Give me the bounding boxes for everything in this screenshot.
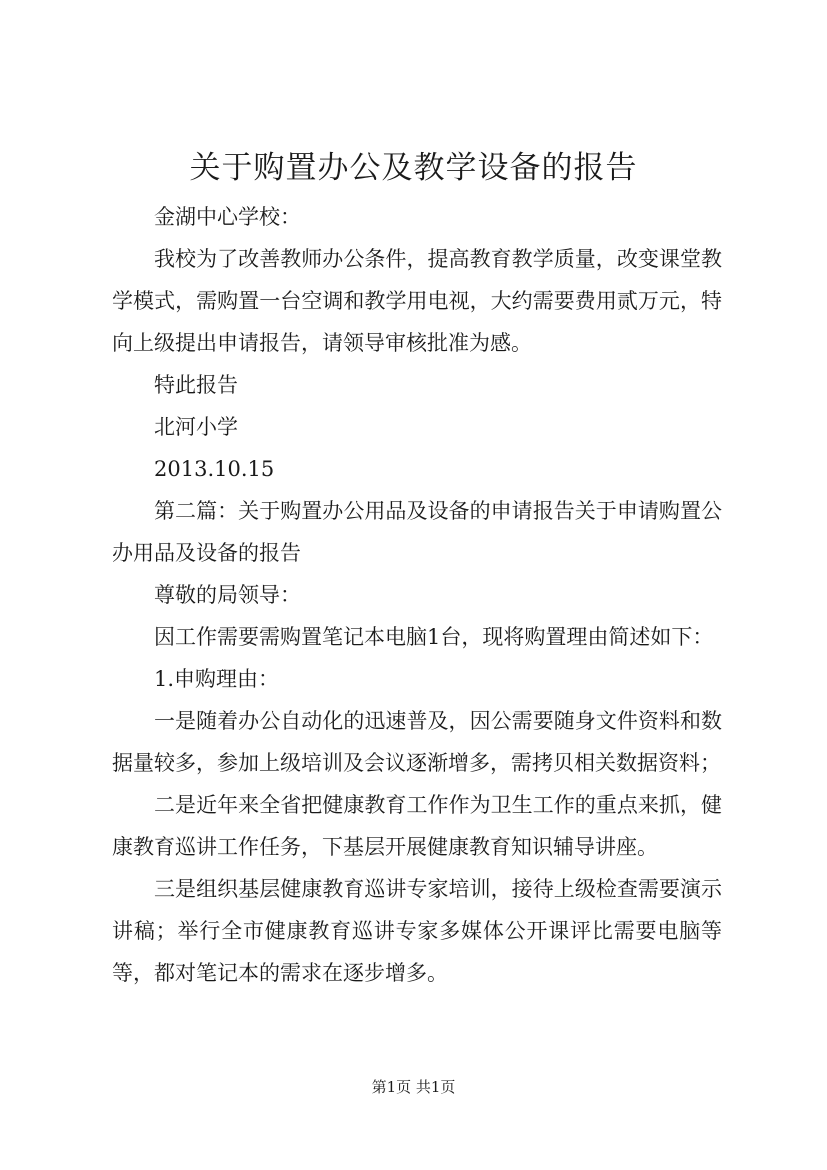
signature-date: 2013.10.15 bbox=[154, 457, 275, 481]
paragraph-request: 我校为了改善教师办公条件，提高教育教学质量，改变课堂教学模式，需购置一台空调和教学用电视，大约需要费用贰万元，特向上级提出申请报告，请领导审核批准为感。 bbox=[112, 247, 722, 355]
section-heading: 第二篇：关于购置办公用品及设备的申请报告关于申请购置公办用品及设备的报告 bbox=[112, 499, 722, 565]
closing-phrase: 特此报告 bbox=[154, 373, 238, 397]
salutation-second: 尊敬的局领导： bbox=[154, 583, 301, 607]
document-body bbox=[112, 196, 722, 994]
salutation: 金湖中心学校： bbox=[154, 205, 301, 229]
document-title: 关于购置办公及教学设备的报告 bbox=[189, 150, 638, 186]
reason-one: 一是随着办公自动化的迅速普及，因公需要随身文件资料和数据量较多，参加上级培训及会议逐渐增多，需拷贝相关数据资料； bbox=[112, 709, 722, 775]
reason-heading: 1.申购理由： bbox=[154, 667, 280, 691]
reason-two: 二是近年来全省把健康教育工作作为卫生工作的重点来抓，健康教育巡讲工作任务，下基层开展健康教育知识辅导讲座。 bbox=[112, 793, 722, 859]
page-indicator: 第1页 共1页 bbox=[371, 1078, 456, 1096]
signature-school: 北河小学 bbox=[154, 415, 238, 439]
paragraph-need: 因工作需要需购置笔记本电脑1台，现将购置理由简述如下： bbox=[154, 625, 714, 649]
reason-three: 三是组织基层健康教育巡讲专家培训，接待上级检查需要演示讲稿；举行全市健康教育巡讲专家多媒体公开课评比需要电脑等等，都对笔记本的需求在逐步增多。 bbox=[112, 877, 722, 985]
